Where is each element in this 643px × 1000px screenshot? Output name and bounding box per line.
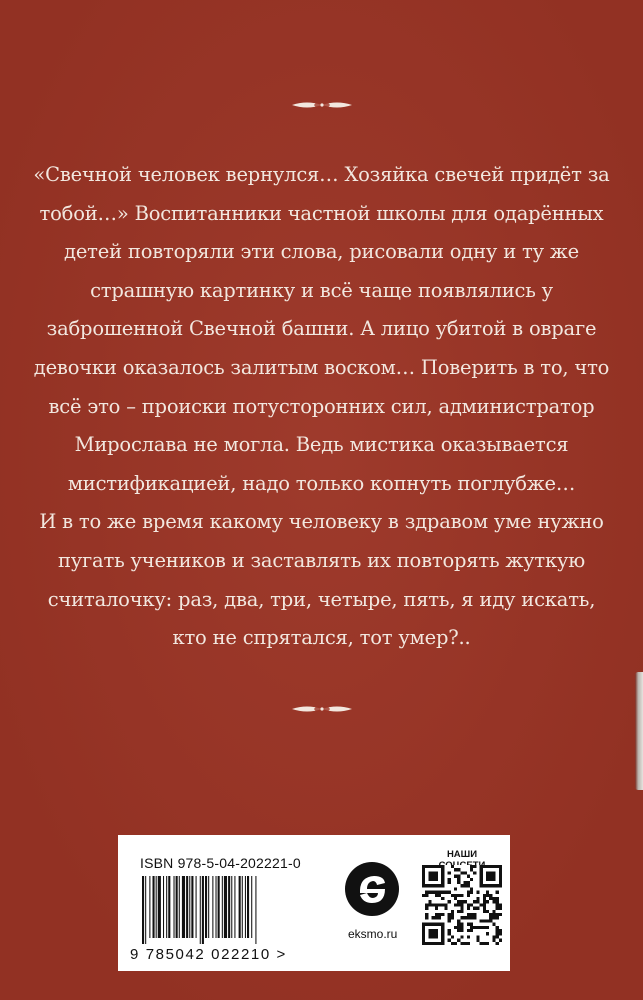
isbn-label: ISBN 978-5-04-202221-0 bbox=[140, 855, 301, 871]
qr-module bbox=[425, 907, 428, 910]
qr-module bbox=[451, 935, 454, 938]
barcode-bar bbox=[196, 876, 197, 938]
qr-module bbox=[473, 865, 476, 868]
qr-module bbox=[480, 942, 483, 945]
qr-module bbox=[467, 935, 470, 938]
qr-module bbox=[467, 929, 470, 932]
qr-module bbox=[441, 897, 444, 900]
qr-module bbox=[441, 913, 444, 916]
qr-module bbox=[496, 932, 499, 935]
qr-module bbox=[451, 910, 454, 913]
qr-module bbox=[473, 871, 476, 874]
qr-module bbox=[476, 935, 479, 938]
qr-module bbox=[473, 913, 476, 916]
qr-module bbox=[464, 881, 467, 884]
qr-module bbox=[492, 910, 495, 913]
barcode-bar bbox=[228, 876, 230, 938]
barcode-bar bbox=[179, 876, 180, 938]
qr-module bbox=[489, 897, 492, 900]
qr-module bbox=[460, 907, 463, 910]
qr-module bbox=[483, 903, 486, 906]
barcode-bar bbox=[212, 876, 213, 938]
qr-module bbox=[489, 894, 492, 897]
qr-module bbox=[454, 887, 457, 890]
qr-module bbox=[496, 897, 499, 900]
qr-module bbox=[454, 868, 457, 871]
barcode-bar bbox=[200, 876, 201, 944]
qr-module bbox=[428, 929, 438, 939]
barcode-bar bbox=[242, 876, 243, 938]
barcode-bar bbox=[189, 876, 190, 938]
barcode-bar bbox=[168, 876, 170, 938]
qr-module bbox=[457, 926, 460, 929]
qr-module bbox=[483, 907, 486, 910]
qr-module bbox=[457, 923, 460, 926]
barcode-bar bbox=[255, 876, 256, 944]
qr-module bbox=[483, 900, 486, 903]
qr-module bbox=[492, 900, 495, 903]
qr-module bbox=[486, 919, 489, 922]
barcode-bar bbox=[191, 876, 193, 938]
qr-module bbox=[476, 900, 479, 903]
barcode-bar bbox=[153, 876, 155, 938]
qr-module bbox=[486, 932, 489, 935]
barcode-bar bbox=[247, 876, 249, 938]
qr-module bbox=[425, 894, 428, 897]
qr-module bbox=[480, 926, 483, 929]
blurb-text bbox=[30, 156, 613, 658]
qr-module bbox=[467, 903, 470, 906]
qr-module bbox=[467, 913, 470, 916]
qr-module bbox=[451, 916, 454, 919]
qr-module bbox=[444, 903, 447, 906]
qr-module bbox=[499, 929, 502, 932]
qr-module bbox=[499, 939, 502, 942]
qr-module bbox=[473, 916, 476, 919]
qr-module bbox=[448, 871, 451, 874]
qr-module bbox=[496, 929, 499, 932]
barcode-bar bbox=[163, 876, 164, 938]
qr-module bbox=[460, 900, 463, 903]
qr-module bbox=[496, 935, 499, 938]
qr-module bbox=[496, 926, 499, 929]
qr-module bbox=[499, 903, 502, 906]
barcode-bar bbox=[166, 876, 167, 938]
barcode-digits: 9 785042 022210 > bbox=[130, 946, 287, 963]
qr-module bbox=[438, 913, 441, 916]
qr-module bbox=[473, 900, 476, 903]
qr-module bbox=[448, 900, 451, 903]
qr-module bbox=[467, 942, 470, 945]
qr-module bbox=[432, 891, 435, 894]
qr-module bbox=[489, 913, 492, 916]
qr-module bbox=[492, 935, 495, 938]
barcode-bar bbox=[182, 876, 185, 938]
barcode-bar bbox=[251, 876, 252, 938]
qr-module bbox=[483, 894, 486, 897]
qr-module bbox=[483, 942, 486, 945]
qr-module bbox=[454, 926, 457, 929]
barcode-bar bbox=[222, 876, 223, 938]
eksmo-logo-icon bbox=[344, 861, 400, 917]
qr-module bbox=[457, 894, 460, 897]
qr-module bbox=[470, 913, 473, 916]
barcode-bar bbox=[231, 876, 232, 938]
barcode-bar bbox=[149, 876, 150, 938]
qr-module bbox=[428, 903, 431, 906]
qr-module bbox=[438, 891, 441, 894]
qr-module bbox=[476, 891, 479, 894]
barcode-image bbox=[142, 876, 300, 944]
qr-module bbox=[496, 891, 499, 894]
qr-module bbox=[483, 919, 486, 922]
qr-module bbox=[451, 865, 454, 868]
qr-module bbox=[470, 887, 473, 890]
qr-module bbox=[476, 939, 479, 942]
barcode-bar bbox=[145, 876, 146, 944]
barcode-bar bbox=[245, 876, 246, 938]
qr-module bbox=[460, 903, 463, 906]
blurb-paragraph-2: И в то же время какому человеку в здравом уме нужно пугать учеников и заставлять их повторять жуткую считалочку: раз, два, три, четыре, пять, я иду искать, кто не спрятался, тот умер?.. bbox=[39, 510, 604, 650]
qr-module bbox=[444, 907, 447, 910]
blurb-paragraph-1: «Свечной человек вернулся… Хозяйка свечей придёт за тобой…» Воспитанники частной школы для одарённых детей повторяли эти слова, рисовали одну и ту же страшную картинку и всё чаще появлялись у заброшенной Свечной башни. А лицо убитой в овраге девочки оказалось залитым воском… Поверить в то, что всё это – происки потусторонних сил, администратор Мирослава не могла. Ведь мистика оказывается мистификацией, надо только копнуть поглубже… bbox=[33, 163, 610, 495]
qr-module bbox=[448, 929, 451, 932]
barcode-panel bbox=[118, 835, 510, 971]
qr-module bbox=[492, 897, 495, 900]
qr-module bbox=[435, 903, 438, 906]
barcode-bar bbox=[176, 876, 178, 938]
qr-module bbox=[470, 929, 473, 932]
qr-module bbox=[460, 910, 463, 913]
qr-module bbox=[438, 916, 441, 919]
qr-module bbox=[492, 913, 495, 916]
qr-module bbox=[483, 910, 486, 913]
barcode-bar bbox=[216, 876, 217, 938]
barcode-bar bbox=[234, 876, 235, 938]
qr-module bbox=[467, 907, 470, 910]
qr-module bbox=[496, 916, 499, 919]
barcode-bar bbox=[218, 876, 220, 938]
qr-module bbox=[489, 916, 492, 919]
qr-module bbox=[451, 913, 454, 916]
qr-module bbox=[454, 897, 457, 900]
qr-module bbox=[464, 916, 467, 919]
qr-module bbox=[486, 910, 489, 913]
qr-module bbox=[457, 919, 460, 922]
qr-module bbox=[460, 942, 463, 945]
barcode-bar bbox=[156, 876, 157, 938]
qr-module bbox=[476, 907, 479, 910]
qr-module bbox=[499, 932, 502, 935]
qr-module bbox=[441, 891, 444, 894]
social-label: НАШИ bbox=[446, 849, 478, 860]
qr-module bbox=[492, 916, 495, 919]
page-edge bbox=[635, 672, 643, 790]
qr-module bbox=[422, 894, 425, 897]
qr-module bbox=[486, 926, 489, 929]
qr-module bbox=[470, 903, 473, 906]
qr-module bbox=[435, 907, 438, 910]
qr-module bbox=[454, 942, 457, 945]
qr-module bbox=[454, 894, 457, 897]
qr-module bbox=[467, 884, 470, 887]
qr-module bbox=[486, 871, 496, 881]
qr-module bbox=[483, 897, 486, 900]
qr-module bbox=[457, 929, 460, 932]
qr-module bbox=[435, 894, 438, 897]
qr-module bbox=[473, 907, 476, 910]
qr-module bbox=[457, 900, 460, 903]
qr-module bbox=[467, 916, 470, 919]
qr-module bbox=[428, 900, 431, 903]
barcode-bar bbox=[142, 876, 144, 944]
qr-module bbox=[464, 942, 467, 945]
qr-module bbox=[467, 894, 470, 897]
qr-module bbox=[435, 913, 438, 916]
barcode-bar bbox=[202, 876, 204, 944]
qr-module bbox=[460, 935, 463, 938]
qr-module bbox=[448, 891, 451, 894]
barcode-bar bbox=[186, 876, 188, 938]
qr-module bbox=[435, 916, 438, 919]
qr-module bbox=[492, 939, 495, 942]
qr-module bbox=[483, 926, 486, 929]
qr-module bbox=[457, 875, 460, 878]
qr-module bbox=[454, 875, 457, 878]
qr-module bbox=[457, 868, 460, 871]
qr-module bbox=[438, 894, 441, 897]
qr-module bbox=[460, 894, 463, 897]
qr-module bbox=[496, 913, 499, 916]
qr-module bbox=[496, 907, 499, 910]
qr-module bbox=[425, 903, 428, 906]
qr-module bbox=[486, 894, 489, 897]
qr-module bbox=[467, 875, 470, 878]
qr-module bbox=[460, 929, 463, 932]
qr-module bbox=[470, 923, 473, 926]
qr-module bbox=[470, 926, 473, 929]
qr-module bbox=[460, 923, 463, 926]
qr-module bbox=[470, 868, 473, 871]
qr-module bbox=[457, 939, 460, 942]
qr-module bbox=[480, 903, 483, 906]
top-ornament-icon bbox=[292, 98, 352, 112]
qr-module bbox=[460, 871, 463, 874]
qr-module bbox=[467, 923, 470, 926]
barcode-bar bbox=[174, 876, 175, 938]
qr-module bbox=[448, 916, 451, 919]
qr-module bbox=[492, 923, 495, 926]
qr-module bbox=[470, 865, 473, 868]
qr-module bbox=[448, 881, 451, 884]
qr-module bbox=[480, 919, 483, 922]
qr-module bbox=[448, 932, 451, 935]
barcode-bar bbox=[224, 876, 227, 938]
qr-module bbox=[464, 871, 467, 874]
qr-module bbox=[464, 900, 467, 903]
qr-module bbox=[476, 926, 479, 929]
qr-code-icon bbox=[422, 865, 502, 945]
barcode-bar bbox=[208, 876, 209, 938]
qr-module bbox=[441, 903, 444, 906]
barcode-bar bbox=[158, 876, 161, 938]
qr-module bbox=[460, 884, 463, 887]
barcode-bar bbox=[205, 876, 207, 938]
qr-module bbox=[486, 900, 489, 903]
qr-module bbox=[467, 891, 470, 894]
qr-module bbox=[444, 891, 447, 894]
qr-module bbox=[496, 900, 499, 903]
qr-module bbox=[457, 903, 460, 906]
barcode-bar bbox=[239, 876, 241, 938]
qr-module bbox=[457, 910, 460, 913]
qr-module bbox=[432, 916, 435, 919]
bottom-ornament-icon bbox=[292, 702, 352, 716]
qr-module bbox=[470, 891, 473, 894]
qr-module bbox=[448, 878, 451, 881]
qr-module bbox=[467, 881, 470, 884]
publisher-site: eksmo.ru bbox=[348, 927, 398, 941]
qr-module bbox=[448, 913, 451, 916]
qr-module bbox=[486, 942, 489, 945]
qr-module bbox=[464, 884, 467, 887]
qr-module bbox=[470, 916, 473, 919]
qr-module bbox=[496, 903, 499, 906]
qr-module bbox=[428, 891, 431, 894]
qr-module bbox=[428, 871, 438, 881]
qr-module bbox=[460, 916, 463, 919]
qr-module bbox=[457, 881, 460, 884]
qr-module bbox=[473, 926, 476, 929]
qr-module bbox=[460, 926, 463, 929]
qr-module bbox=[451, 894, 454, 897]
qr-module bbox=[470, 878, 473, 881]
qr-module bbox=[454, 903, 457, 906]
qr-module bbox=[435, 891, 438, 894]
qr-module bbox=[425, 913, 428, 916]
qr-module bbox=[448, 939, 451, 942]
qr-module bbox=[451, 942, 454, 945]
qr-module bbox=[486, 891, 489, 894]
qr-module bbox=[448, 919, 451, 922]
qr-module bbox=[496, 942, 499, 945]
qr-module bbox=[499, 913, 502, 916]
qr-module bbox=[457, 878, 460, 881]
qr-module bbox=[425, 916, 428, 919]
qr-module bbox=[499, 907, 502, 910]
qr-module bbox=[438, 903, 441, 906]
qr-module bbox=[476, 897, 479, 900]
qr-module bbox=[432, 903, 435, 906]
qr-module bbox=[425, 891, 428, 894]
qr-module bbox=[489, 919, 492, 922]
